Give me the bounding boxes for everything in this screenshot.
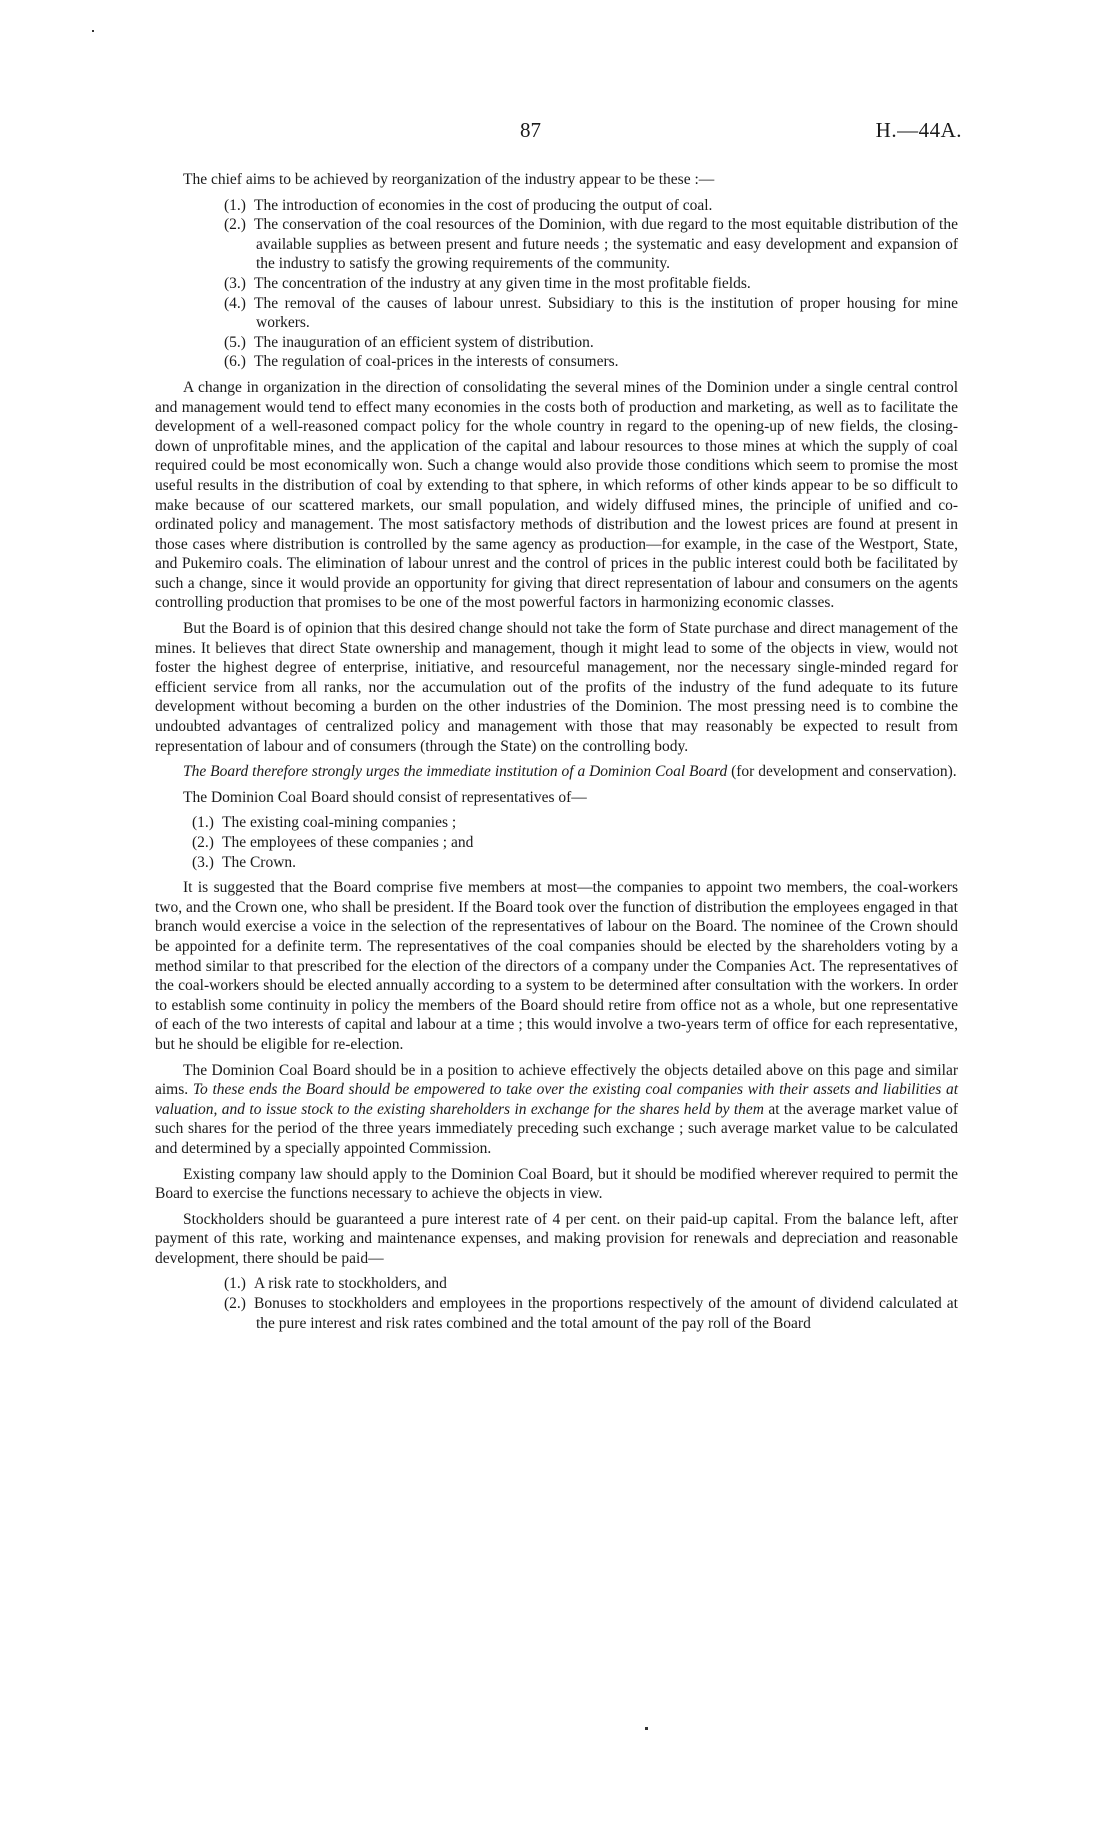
list-number: (1.)	[224, 1275, 246, 1293]
list-item	[155, 1274, 958, 1294]
list-item	[155, 196, 958, 216]
list-text: A risk rate to stockholders, and	[254, 1275, 447, 1293]
list-number: (3.)	[192, 853, 214, 871]
list-text: The Crown.	[222, 853, 297, 871]
list-item	[155, 813, 958, 833]
list-text: The employees of these companies ; and	[222, 834, 474, 851]
list-item	[155, 215, 958, 274]
list-item	[155, 294, 958, 333]
page-header	[0, 118, 1114, 148]
scan-speck	[645, 1727, 648, 1730]
list-number: (3.)	[224, 274, 246, 292]
list-text: The inauguration of an efficient system of distribution.	[254, 333, 594, 351]
list-text: The concentration of the industry at any given time in the most profitable fields.	[254, 274, 751, 292]
list-number: (4.)	[224, 294, 246, 312]
paragraph-change-in-organization: A change in organization in the direction of consolidating the several mines of the Dominion under a single central control and management would tend to effect many economies in the costs both of production and marketing, as well as to facilitate the development of a well-reasoned compact policy for the whole country in regard to the opening-up of new fields, the closing-down of unprofitable mines, and the application of the capital and labour resources to those mines at which the supply of coal required could be most economically won. Such a change would also provide those conditions which seem to promise the most useful results in the distribution of coal by extending to that sphere, in which reforms of other kinds appear to be so difficult to make because of our scattered markets, our small population, and widely diffused mines, the principle of unified and co-ordinated policy and management. The most satisfactory methods of distribution and the lowest prices are found at present in those cases where distribution is controlled by the same agency as production—for example, in the case of the Westport, State, and Pukemiro coals. The elimination of labour unrest and the control of prices in the public interest could both be facilitated by such a change, since it would provide an opportunity for giving that direct representation of labour and consumers on the agents controlling production that promises to be one of the most powerful factors in harmonizing economic classes.	[155, 378, 958, 612]
list-text: The existing coal-mining companies ;	[222, 814, 457, 832]
list-number: (2.)	[224, 1295, 246, 1313]
list-text: The removal of the causes of labour unrest. Subsidiary to this is the institution of proper housing for mine workers.	[254, 294, 958, 332]
aims-list	[155, 196, 958, 372]
paragraph-stockholders: Stockholders should be guaranteed a pure interest rate of 4 per cent. on their paid-up capital. From the balance left, after payment of this rate, working and maintenance expenses, and making provision for renewals and depreciation and reasonable development, there should be paid—	[155, 1210, 958, 1267]
list-number: (1.)	[224, 196, 246, 214]
list-number: (1.)	[192, 814, 214, 832]
paragraph-board-opinion: But the Board is of opinion that this desired change should not take the form of State purchase and direct management of the mines. It believes that direct State ownership and management, though it might lead to some of the objects in view, would not foster the highest degree of enterprise, initiative, and resourceful management, nor the necessary single-minded regard for efficient service from all ranks, nor the accumulation out of the profits of the industry of the fund adequate to its future development without becoming a burden on the other industries of the Dominion. The most pressing need is to combine the undoubted advantages of centralized policy and management with those that may reasonably be expected to result from representation of labour and of consumers (through the State) on the controlling body.	[155, 620, 958, 755]
list-number: (2.)	[224, 216, 246, 234]
list-number: (5.)	[224, 333, 246, 351]
list-number: (6.)	[224, 353, 246, 371]
body-text	[155, 170, 958, 1339]
paragraph-company-law: Existing company law should apply to the Dominion Coal Board, but it should be modified wherever required to permit the Board to exercise the functions necessary to achieve the objects in view.	[155, 1165, 958, 1203]
paragraph-board-composition: It is suggested that the Board comprise five members at most—the companies to appoint two members, the coal-workers two, and the Crown one, who shall be president. If the Board took over the function of distribution the employees engaged in that branch would exercise a voice in the selection of the representatives of labour on the Board. The nominee of the Crown should be appointed for a definite term. The representatives of the coal companies should be elected by the shareholders voting by a method similar to that prescribed for the election of the directors of a company under the Companies Act. The representatives of the coal-workers should be elected annually according to a system to be determined after consultation with the workers. In order to establish some continuity in policy the members of the Board should retire from office not as a whole, but one representative of each of the two interests of capital and labour at a time ; this would involve a two-years term of office for each representative, but he should be eligible for re-election.	[155, 879, 958, 1053]
paragraph-board-consist: The Dominion Coal Board should consist of representatives of—	[183, 788, 587, 806]
paragraph-text: (for development and conservation).	[727, 763, 957, 781]
scan-speck	[92, 30, 94, 32]
list-item	[155, 352, 958, 372]
payments-list	[155, 1274, 958, 1333]
paragraph-board-urges	[155, 762, 958, 782]
page-number: 87	[520, 118, 541, 142]
italic-recommendation: The Board therefore strongly urges the immediate institution of a Dominion Coal Board	[183, 763, 728, 781]
list-number: (2.)	[192, 834, 214, 851]
list-text: The regulation of coal-prices in the interests of consumers.	[254, 353, 619, 371]
list-text: The introduction of economies in the cost of producing the output of coal.	[254, 196, 713, 214]
list-item	[155, 333, 958, 353]
paragraph-board-powers	[155, 1061, 958, 1159]
paragraph-text: The Dominion Coal Board should be in a position to achieve effectively the objects detailed above on this page and similar aims.	[155, 1061, 958, 1099]
list-item	[155, 853, 958, 873]
list-item	[155, 274, 958, 294]
list-item	[155, 833, 958, 853]
paragraph-aims-intro: The chief aims to be achieved by reorganization of the industry appear to be these :—	[183, 171, 715, 188]
list-item	[155, 1294, 958, 1333]
list-text: The conservation of the coal resources of the Dominion, with due regard to the most equitable distribution of the available supplies as between present and future needs ; the systematic and easy development and expansion of the industry to satisfy the growing requirements of the community.	[254, 216, 958, 273]
italic-recommendation: To these ends the Board should be empowered to take over the existing coal companies with their assets and liabilities at valuation, and to issue stock to the existing shareholders in exchange for the shares held by them	[155, 1081, 959, 1118]
paragraph-text: at the average market value of such shares for the period of the three years immediately preceding such exchange ; such average market value to be calculated and determined by a specially appointed Commission.	[155, 1100, 958, 1157]
document-reference: H.—44A.	[875, 118, 962, 142]
representatives-list	[155, 813, 958, 872]
list-text: Bonuses to stockholders and employees in the proportions respectively of the amount of dividend calculated at the pure interest and risk rates combined and the total amount of the pay roll of the Board	[254, 1295, 958, 1332]
